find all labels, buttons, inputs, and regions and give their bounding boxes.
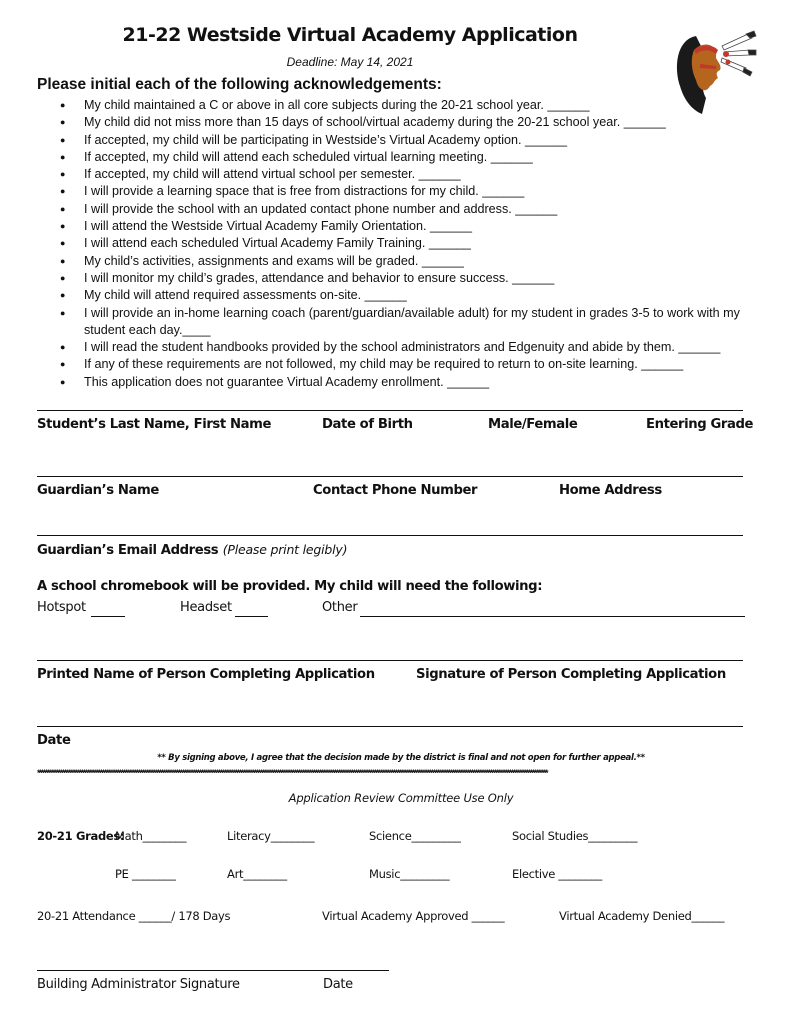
math-grade-field[interactable]: Math________ [115,829,187,843]
date-of-birth-label: Date of Birth [322,417,413,432]
admin-date-label: Date [323,977,353,992]
pe-grade-field[interactable]: PE ________ [115,867,176,881]
hotspot-blank[interactable] [91,616,125,617]
form-title: 21-22 Westside Virtual Academy Application [122,24,578,46]
guardian-email-line[interactable] [37,535,743,536]
guardian-name-label: Guardian’s Name [37,483,159,498]
chromebook-heading: A school chromebook will be provided. My child will need the following: [37,579,543,594]
list-item[interactable]: ● My child maintained a C or above in all core subjects during the 20-21 school year. ______ [60,97,760,114]
student-info-line[interactable] [37,410,743,411]
guardian-email-row [37,541,347,559]
signature-label: Signature of Person Completing Application [416,667,726,682]
art-grade-field[interactable]: Art________ [227,867,287,881]
list-item[interactable]: ● My child did not miss more than 15 days of school/virtual academy during the 20-21 school year. ______ [60,114,760,131]
elective-grade-field[interactable]: Elective ________ [512,867,602,881]
instruction-heading: Please initial each of the following acknowledgements: [37,76,442,93]
home-address-label: Home Address [559,483,662,498]
date-line[interactable] [37,726,743,727]
headset-blank[interactable] [235,616,268,617]
sex-label: Male/Female [488,417,578,432]
entering-grade-label: Entering Grade [646,417,754,432]
list-item[interactable]: ● If accepted, my child will be participating in Westside’s Virtual Academy option. ______ [60,132,760,149]
science-grade-field[interactable]: Science_________ [369,829,461,843]
separator-divider: **************************************************************************************************************************************************************************************************************************************************************************** [37,768,547,778]
list-item[interactable]: ● If any of these requirements are not followed, my child may be required to return to on-site learning. ______ [60,356,760,373]
list-item[interactable]: ● This application does not guarantee Virtual Academy enrollment. ______ [60,374,760,391]
list-item[interactable]: ● If accepted, my child will attend each scheduled virtual learning meeting. ______ [60,149,760,166]
contact-phone-label: Contact Phone Number [313,483,478,498]
headset-label: Headset [180,600,232,615]
committee-heading: Application Review Committee Use Only [288,791,514,805]
guardian-email-label: Guardian’s Email Address [37,543,219,558]
list-item[interactable]: ● I will read the student handbooks provided by the school administrators and Edgenuity and abide by them. ______ [60,339,760,356]
list-item[interactable]: ● I will provide a learning space that is free from distractions for my child. ______ [60,183,760,200]
list-item[interactable]: ● If accepted, my child will attend virtual school per semester. ______ [60,166,760,183]
other-label: Other [322,600,358,615]
list-item[interactable]: ● I will provide an in-home learning coach (parent/guardian/available adult) for my student in grades 3-5 to work with my student each day.____ [60,305,760,340]
list-item[interactable]: ● I will provide the school with an updated contact phone number and address. ______ [60,201,760,218]
acknowledgement-list [60,97,760,391]
social-studies-grade-field[interactable]: Social Studies_________ [512,829,638,843]
literacy-grade-field[interactable]: Literacy________ [227,829,315,843]
date-label: Date [37,733,71,748]
list-item[interactable]: ● My child’s activities, assignments and exams will be graded. ______ [60,253,760,270]
grades-label: 20-21 Grades: [37,829,125,843]
guardian-info-line[interactable] [37,476,743,477]
hotspot-label: Hotspot [37,600,86,615]
admin-signature-line[interactable] [37,970,389,971]
printed-name-line[interactable] [37,660,743,661]
deadline-text: Deadline: May 14, 2021 [286,55,414,69]
list-item[interactable]: ● I will attend each scheduled Virtual Academy Family Training. ______ [60,235,760,252]
attendance-field[interactable]: 20-21 Attendance ______/ 178 Days [37,909,231,923]
list-item[interactable]: ● My child will attend required assessments on-site. ______ [60,287,760,304]
list-item[interactable]: ● I will attend the Westside Virtual Academy Family Orientation. ______ [60,218,760,235]
admin-signature-label: Building Administrator Signature [37,977,240,992]
approved-field[interactable]: Virtual Academy Approved ______ [322,909,505,923]
music-grade-field[interactable]: Music_________ [369,867,450,881]
print-legibly-note: (Please print legibly) [222,542,348,557]
appeal-disclaimer: ** By signing above, I agree that the decision made by the district is final and not open for further appeal.** [157,753,645,763]
denied-field[interactable]: Virtual Academy Denied______ [559,909,725,923]
student-name-label: Student’s Last Name, First Name [37,417,271,432]
printed-name-label: Printed Name of Person Completing Application [37,667,375,682]
other-blank[interactable] [360,616,745,617]
list-item[interactable]: ● I will monitor my child’s grades, attendance and behavior to ensure success. ______ [60,270,760,287]
